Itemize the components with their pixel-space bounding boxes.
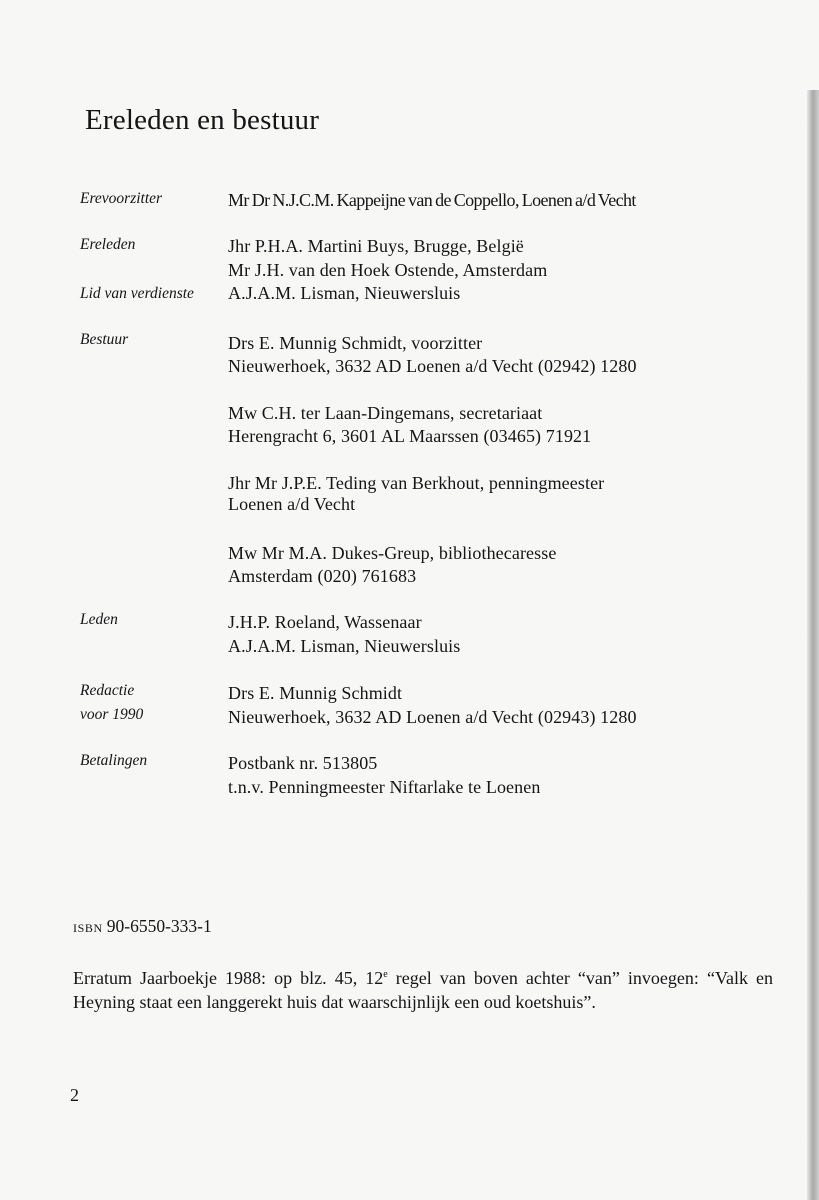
bestuur-line-7: Mw Mr M.A. Dukes-Greup, bibliothecaresse — [228, 543, 557, 563]
erratum-text-end: regel van boven achter “van” invoegen: “Valk en Heyning staat een langgerekt huis dat waarschijnlijk een oud koetshuis”. — [73, 968, 773, 1012]
isbn-number: 90-6550-333-1 — [106, 916, 212, 936]
page-edge-shadow — [807, 0, 819, 1200]
bestuur-line-1: Drs E. Munnig Schmidt, voorzitter — [228, 333, 483, 353]
bestuur-line-3: Mw C.H. ter Laan-Dingemans, secretariaat — [228, 403, 543, 423]
label-ereleden: Ereleden — [80, 236, 136, 253]
erratum-text-start: Erratum Jaarboekje 1988: op blz. 45, 12 — [73, 968, 384, 988]
label-leden: Leden — [80, 611, 118, 628]
page-number: 2 — [70, 1085, 79, 1105]
erratum-paragraph — [73, 963, 773, 1014]
page-title: Ereleden en bestuur — [85, 104, 320, 136]
label-bestuur: Bestuur — [80, 331, 129, 348]
isbn-line — [73, 916, 212, 937]
bestuur-line-5: Jhr Mr J.P.E. Teding van Berkhout, penningmeester — [228, 473, 605, 493]
bestuur-line-6: Loenen a/d Vecht — [228, 494, 356, 514]
label-redactie: Redactie — [80, 682, 135, 699]
ereleden-line-1: Jhr P.H.A. Martini Buys, Brugge, België — [228, 236, 524, 256]
label-redactie-voor-1990: voor 1990 — [80, 706, 144, 723]
erratum-superscript: e — [383, 969, 388, 980]
redactie-line-2: Nieuwerhoek, 3632 AD Loenen a/d Vecht (02943) 1280 — [228, 707, 637, 727]
leden-line-2: A.J.A.M. Lisman, Nieuwersluis — [228, 636, 461, 656]
page-edge-top — [807, 0, 819, 90]
label-erevoorzitter: Erevoorzitter — [80, 190, 163, 207]
betalingen-line-2: t.n.v. Penningmeester Niftarlake te Loenen — [228, 777, 541, 797]
lid-van-verdienste-line: A.J.A.M. Lisman, Nieuwersluis — [228, 283, 461, 303]
bestuur-line-4: Herengracht 6, 3601 AL Maarssen (03465) 71921 — [228, 426, 592, 446]
bestuur-line-8: Amsterdam (020) 761683 — [228, 566, 417, 586]
isbn-prefix: ISBN — [73, 921, 103, 935]
leden-line-1: J.H.P. Roeland, Wassenaar — [228, 612, 422, 632]
betalingen-line-1: Postbank nr. 513805 — [228, 753, 378, 773]
label-lid-van-verdienste: Lid van verdienste — [80, 285, 194, 302]
erevoorzitter-line: Mr Dr N.J.C.M. Kappeijne van de Coppello, Loenen a/d Vecht — [228, 190, 636, 210]
bestuur-line-2: Nieuwerhoek, 3632 AD Loenen a/d Vecht (02942) 1280 — [228, 356, 637, 376]
label-betalingen: Betalingen — [80, 752, 148, 769]
redactie-line-1: Drs E. Munnig Schmidt — [228, 683, 403, 703]
ereleden-line-2: Mr J.H. van den Hoek Ostende, Amsterdam — [228, 260, 548, 280]
